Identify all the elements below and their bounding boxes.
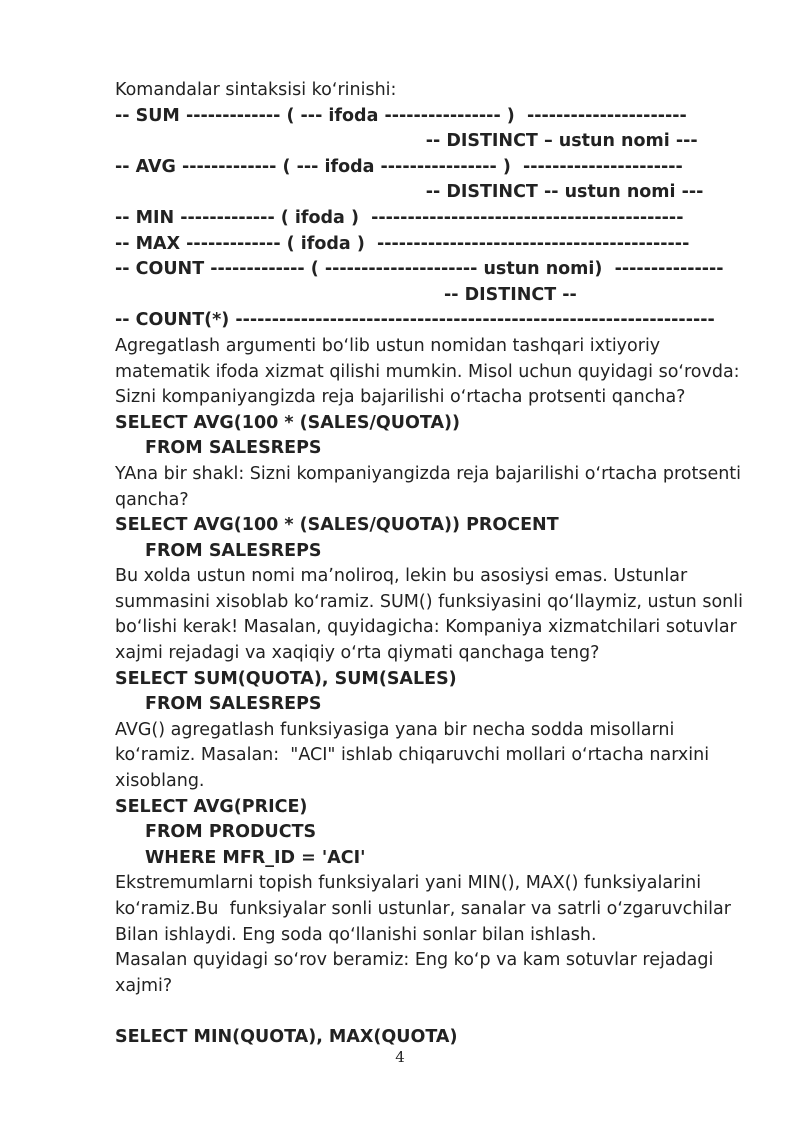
text-line: AVG() agregatlash funksiyasiga yana bir necha sodda misollarni <box>115 719 675 740</box>
code-line: -- MAX ------------- ( ifoda ) ------------------------------------------- <box>115 233 690 254</box>
code-line: -- DISTINCT – ustun nomi --- <box>115 131 698 152</box>
text-line: Sizni kompaniyangizda reja bajarilishi oʻrtacha protsenti qancha? <box>115 387 686 408</box>
text-line: koʻramiz. Masalan: "ACI" ishlab chiqaruvchi mollari oʻrtacha narxini <box>115 745 710 766</box>
text-line: koʻramiz.Bu funksiyalar sonli ustunlar, sanalar va satrli oʻzgaruvchilar <box>115 899 731 919</box>
code-line: FROM SALESREPS <box>145 540 322 561</box>
code-line: -- SUM ------------- ( --- ifoda ---------------- ) ---------------------- <box>115 105 687 126</box>
code-line: -- MIN ------------- ( ifoda ) ------------------------------------------- <box>115 207 684 228</box>
text-line: matematik ifoda xizmat qilishi mumkin. Misol uchun quyidagi soʻrovda: <box>115 361 740 382</box>
text-line: Masalan quyidagi soʻrov beramiz: Eng koʻp va kam sotuvlar rejadagi <box>115 950 714 971</box>
page-body <box>115 78 755 1051</box>
text-line: Bu xolda ustun nomi maʼnoliroq, lekin bu asosiysi emas. Ustunlar <box>115 566 688 587</box>
text-line: qancha? <box>115 489 189 510</box>
code-line: -- DISTINCT -- <box>115 284 577 305</box>
code-line: SELECT AVG(PRICE) <box>115 796 308 817</box>
code-line: FROM PRODUCTS <box>145 822 317 843</box>
text-line: Ekstremumlarni topish funksiyalari yani MIN(), MAX() funksiyalarini <box>115 873 702 894</box>
code-line: FROM SALESREPS <box>145 694 322 715</box>
code-line: SELECT AVG(100 * (SALES/QUOTA)) <box>115 412 460 433</box>
text-line: xisoblang. <box>115 771 205 792</box>
text-line: Komandalar sintaksisi koʻrinishi: <box>115 80 397 100</box>
code-line: WHERE MFR_ID = 'ACI' <box>145 847 366 868</box>
code-line: SELECT MIN(QUOTA), MAX(QUOTA) <box>115 1026 458 1047</box>
text-line: summasini xisoblab koʻramiz. SUM() funksiyasini qoʻllaymiz, ustun sonli <box>115 591 743 612</box>
blank-line <box>115 999 755 1025</box>
page-number: 4 <box>395 1048 405 1066</box>
code-line: SELECT AVG(100 * (SALES/QUOTA)) PROCENT <box>115 515 559 536</box>
text-line: Agregatlash argumenti boʻlib ustun nomidan tashqari ixtiyoriy <box>115 335 661 356</box>
text-line: boʻlishi kerak! Masalan, quyidagicha: Kompaniya xizmatchilari sotuvlar <box>115 617 737 638</box>
code-line: FROM SALESREPS <box>145 438 322 459</box>
text-line: xajmi rejadagi va xaqiqiy oʻrta qiymati qanchaga teng? <box>115 643 600 664</box>
code-line: -- AVG ------------- ( --- ifoda ---------------- ) ---------------------- <box>115 156 683 177</box>
code-line: -- COUNT(*) ------------------------------------------------------------------ <box>115 310 715 331</box>
code-line: SELECT SUM(QUOTA), SUM(SALES) <box>115 668 457 689</box>
code-line: -- COUNT ------------- ( --------------------- ustun nomi) --------------- <box>115 259 724 280</box>
text-line: xajmi? <box>115 975 173 996</box>
text-line: YAna bir shakl: Sizni kompaniyangizda reja bajarilishi oʻrtacha protsenti <box>115 463 742 484</box>
code-line: -- DISTINCT -- ustun nomi --- <box>115 182 704 203</box>
text-line: Bilan ishlaydi. Eng soda qoʻllanishi sonlar bilan ishlash. <box>115 924 597 945</box>
